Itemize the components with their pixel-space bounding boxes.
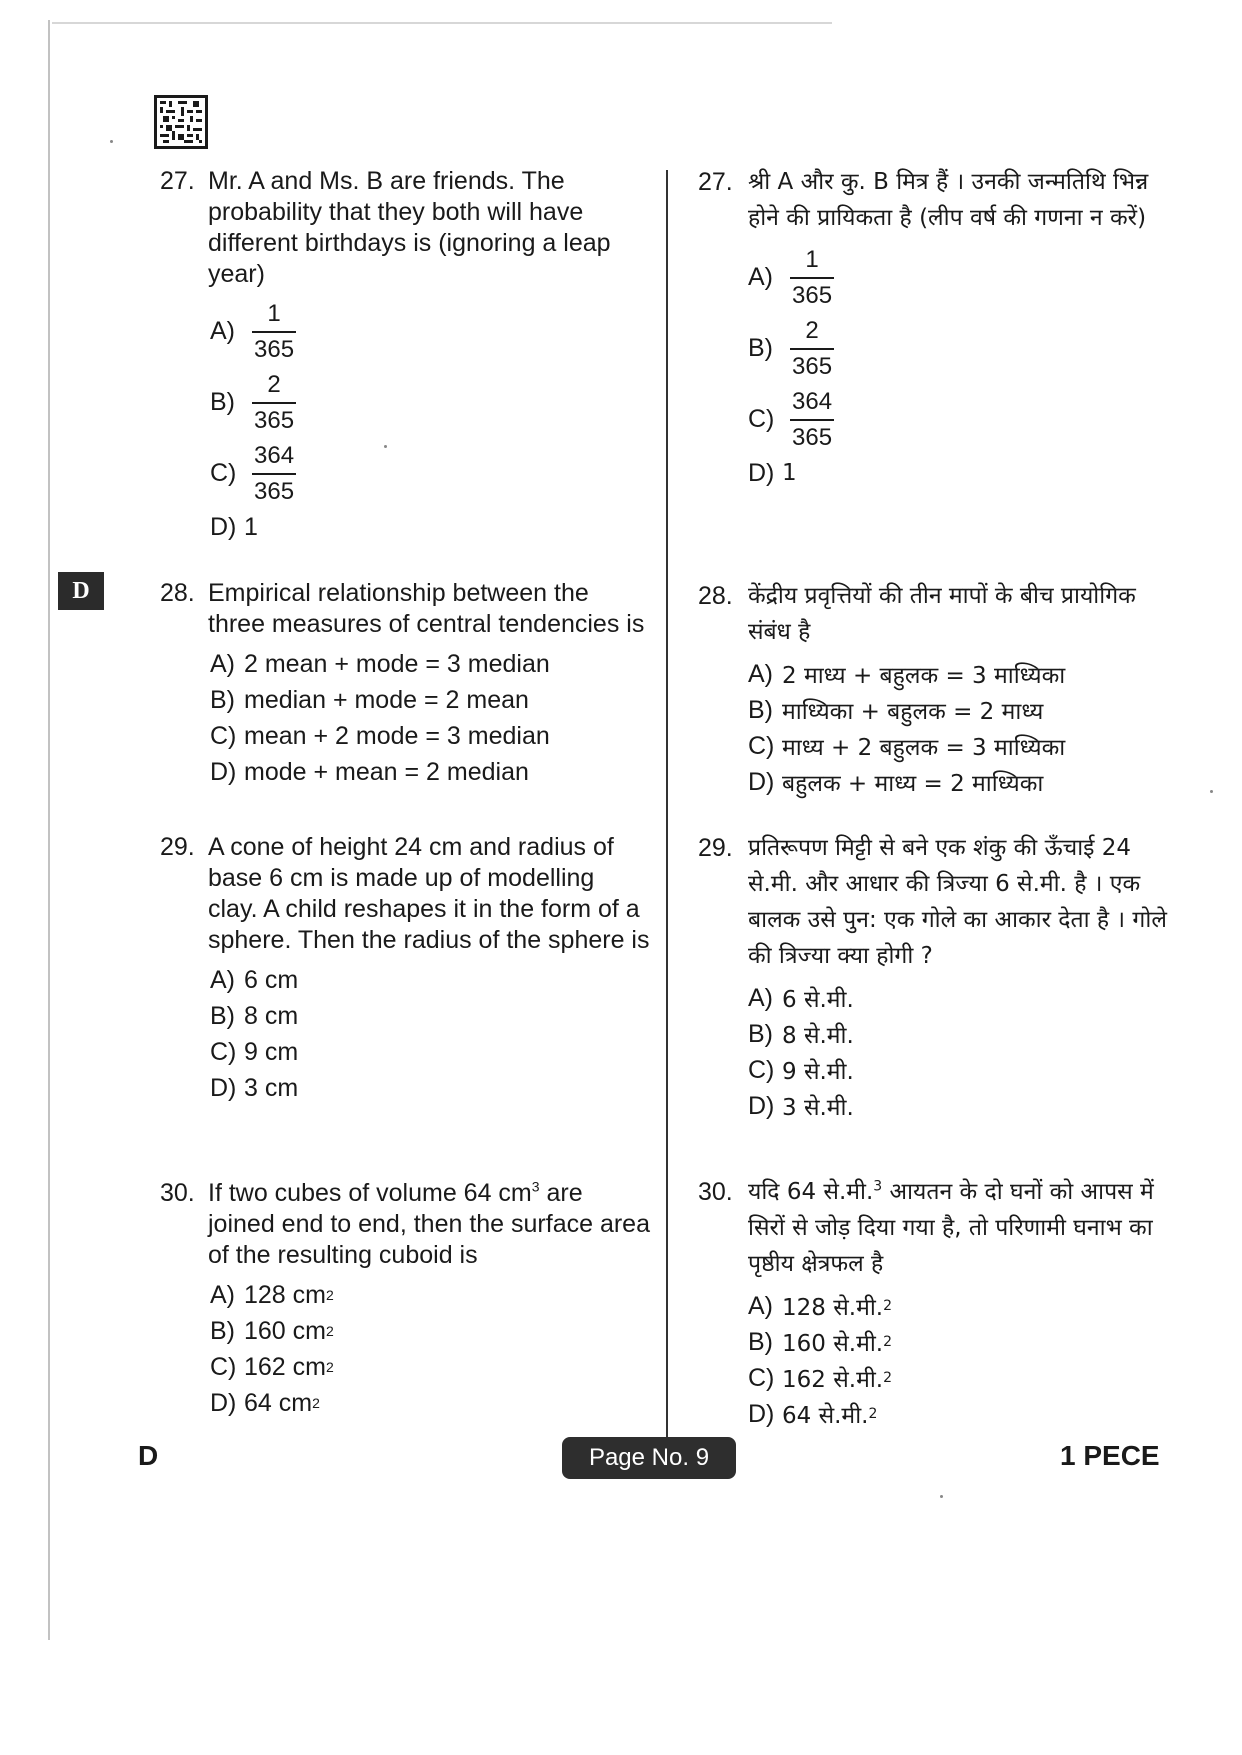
option-c: C) mean + 2 mode = 3 median xyxy=(210,721,550,750)
question-text: Empirical relationship between the three measures of central tendencies is xyxy=(208,579,645,638)
question-text: केंद्रीय प्रवृत्तियों की तीन मापों के बीच प्रायोगिक संबंध है xyxy=(748,583,1136,645)
option-b: B) 160 cm 2 xyxy=(210,1316,334,1345)
question-27-en xyxy=(160,166,650,545)
question-text: यदि 64 से.मी.$^3$ आयतन के दो घनों को आपस में सिरों से जोड़ दिया गया है, तो परिणामी घनाभ का पृष्ठीय क्षेत्रफल है xyxy=(748,1178,1154,1277)
option-c: C) 162 cm 2 xyxy=(210,1352,334,1381)
question-number: 29. xyxy=(160,833,195,861)
option-b: B) 160 से.मी. 2 xyxy=(748,1327,893,1357)
option-a: A) 6 cm xyxy=(210,965,299,994)
option-label: B) xyxy=(210,388,235,416)
question-text: If two cubes of volume 64 $cm^3$ are joined end to end, then the surface area of the resulting cuboid is xyxy=(208,1178,650,1269)
option-a xyxy=(210,296,650,367)
question-number: 30. xyxy=(698,1178,733,1206)
question-number: 28. xyxy=(160,579,195,607)
question-text: प्रतिरूपण मिट्टी से बने एक शंकु की ऊँचाई 24 से.मी. और आधार की त्रिज्या 6 से.मी. है । एक बालक उसे पुन: एक गोले का आकार देता है । गोले की त्रिज्या क्या होगी ? xyxy=(748,835,1167,969)
option-a: A) 6 से.मी. xyxy=(748,983,854,1013)
option-d: D) 64 cm 2 xyxy=(210,1388,320,1417)
question-28-hi xyxy=(698,578,1168,800)
fraction: $\frac{2}{365}$ xyxy=(254,370,295,434)
question-30-hi xyxy=(698,1174,1168,1432)
option-d xyxy=(210,509,650,545)
option-a: A) 2 माध्य + बहुलक = 3 माध्यिका xyxy=(748,659,1066,689)
question-number: 27. xyxy=(160,167,195,195)
option-a: A) 2 mean + mode = 3 median xyxy=(210,649,550,678)
question-29-hi xyxy=(698,830,1168,1124)
option-c: C) $\frac{364}{365}$ xyxy=(748,387,833,451)
option-a: A) 128 से.मी. 2 xyxy=(748,1291,893,1321)
option-b: B) 8 से.मी. xyxy=(748,1019,854,1049)
qr-code-icon xyxy=(154,95,208,149)
option-c: C) 9 से.मी. xyxy=(748,1055,854,1085)
fraction: $\frac{364}{365}$ xyxy=(254,441,295,505)
option-d: D) 3 से.मी. xyxy=(748,1091,854,1121)
question-number: 27. xyxy=(698,168,733,196)
question-30-en xyxy=(160,1178,650,1421)
fraction: $\frac{1}{365}$ xyxy=(254,299,295,363)
scan-speck xyxy=(384,445,387,448)
option-d: D) 64 से.मी. 2 xyxy=(748,1399,878,1429)
question-29-en xyxy=(160,832,650,1106)
option-text: 1 xyxy=(244,512,258,541)
option-label: C) xyxy=(210,459,237,487)
option-c: C) माध्य + 2 बहुलक = 3 माध्यिका xyxy=(748,731,1066,761)
option-label: A) xyxy=(210,317,235,345)
question-text: A cone of height 24 cm and radius of base 6 cm is made up of modelling clay. A child reshapes it in the form of a sphere. Then the radius of the sphere is xyxy=(208,833,650,954)
option-d: D) 3 cm xyxy=(210,1073,299,1102)
scan-speck xyxy=(1210,790,1213,793)
fraction: $\frac{364}{365}$ xyxy=(792,387,833,451)
option-c: C) 9 cm xyxy=(210,1037,299,1066)
page-number-badge: Page No. 9 xyxy=(562,1437,736,1479)
scan-edge-left xyxy=(48,20,50,1640)
option-d: D) 1 xyxy=(748,458,797,487)
side-tab-label: D xyxy=(58,572,104,610)
question-number: 29. xyxy=(698,834,733,862)
option-b xyxy=(210,367,650,438)
question-27-hi xyxy=(698,164,1168,491)
option-b: B) $\frac{2}{365}$ xyxy=(748,316,833,380)
option-c xyxy=(210,438,650,509)
fraction: $\frac{2}{365}$ xyxy=(792,316,833,380)
option-a: A) $\frac{1}{365}$ xyxy=(748,245,833,309)
scan-speck xyxy=(110,140,113,143)
option-b: B) median + mode = 2 mean xyxy=(210,685,529,714)
option-c: C) 162 से.मी. 2 xyxy=(748,1363,893,1393)
question-number: 30. xyxy=(160,1179,195,1207)
footer-exam-code: 1 PECE xyxy=(1060,1440,1160,1471)
question-number: 28. xyxy=(698,582,733,610)
option-b: B) माध्यिका + बहुलक = 2 माध्य xyxy=(748,695,1044,725)
question-28-en xyxy=(160,578,650,790)
footer-set-code: D xyxy=(138,1440,159,1471)
option-d: D) बहुलक + माध्य = 2 माध्यिका xyxy=(748,767,1044,797)
option-b: B) 8 cm xyxy=(210,1001,299,1030)
question-text: श्री A और कु. B मित्र हैं । उनकी जन्मतिथि भिन्न होने की प्रायिकता है (लीप वर्ष की गणना न करें) xyxy=(748,169,1149,231)
option-d: D) mode + mean = 2 median xyxy=(210,757,529,786)
question-text: Mr. A and Ms. B are friends. The probability that they both will have different birthdays is (ignoring a leap year) xyxy=(208,167,611,288)
scan-speck xyxy=(940,1495,943,1498)
fraction: $\frac{1}{365}$ xyxy=(792,245,833,309)
option-a: A) 128 cm 2 xyxy=(210,1280,334,1309)
scan-edge-top xyxy=(52,22,832,24)
option-label: D) xyxy=(210,512,237,541)
column-divider xyxy=(666,170,668,1440)
